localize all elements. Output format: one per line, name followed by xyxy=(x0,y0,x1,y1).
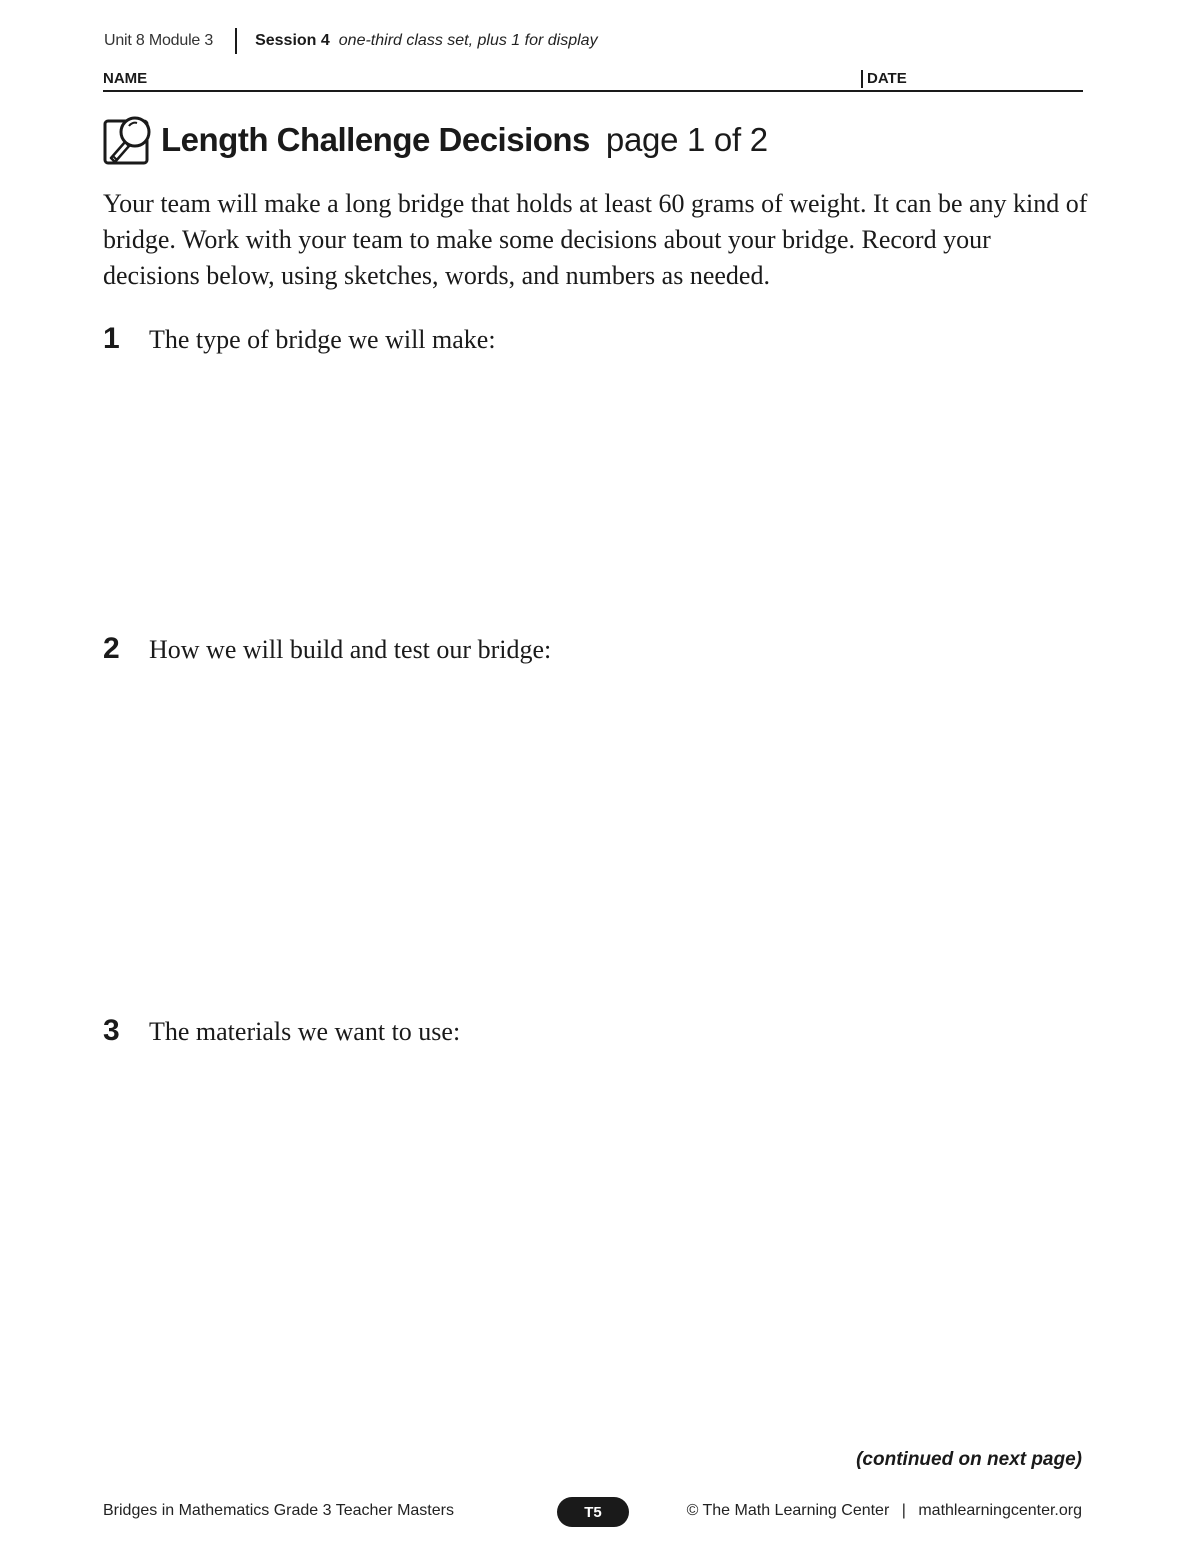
footer-separator: | xyxy=(901,1502,906,1519)
question-2[interactable] xyxy=(103,632,551,666)
question-text: The type of bridge we will make: xyxy=(149,325,496,354)
session-note: one-third class set, plus 1 for display xyxy=(338,32,598,49)
question-number: 2 xyxy=(103,632,120,665)
page-number-badge: T5 xyxy=(557,1497,629,1527)
question-text: The materials we want to use: xyxy=(149,1017,461,1046)
question-1[interactable] xyxy=(103,322,496,356)
unit-module-label: Unit 8 Module 3 xyxy=(104,32,214,49)
date-label: DATE xyxy=(861,70,907,88)
header-row xyxy=(104,29,598,53)
page-title xyxy=(103,114,768,166)
question-3[interactable] xyxy=(103,1014,460,1048)
copyright-text: © The Math Learning Center xyxy=(686,1502,890,1519)
question-text: How we will build and test our bridge: xyxy=(149,635,552,664)
title-page-indicator: page 1 of 2 xyxy=(605,121,768,158)
header-divider xyxy=(235,28,237,54)
continued-note: (continued on next page) xyxy=(856,1449,1082,1470)
intro-paragraph: Your team will make a long bridge that holds at least 60 grams of weight. It can be any kind of bridge. Work with your team to make some decisions about your bridge. Record your decisions below, using sketches, words, and numbers as needed. xyxy=(103,189,1088,290)
name-label: NAME xyxy=(103,70,148,87)
question-number: 3 xyxy=(103,1014,120,1047)
footer-copyright xyxy=(687,1502,1082,1520)
title-main: Length Challenge Decisions xyxy=(161,121,590,158)
magnifier-pencil-icon xyxy=(103,114,153,166)
question-number: 1 xyxy=(103,322,120,355)
name-date-field-row[interactable] xyxy=(103,70,1083,92)
website-link[interactable]: mathlearningcenter.org xyxy=(918,1502,1082,1519)
session-label: Session 4 xyxy=(255,32,330,49)
footer-publication: Bridges in Mathematics Grade 3 Teacher Masters xyxy=(103,1502,454,1519)
